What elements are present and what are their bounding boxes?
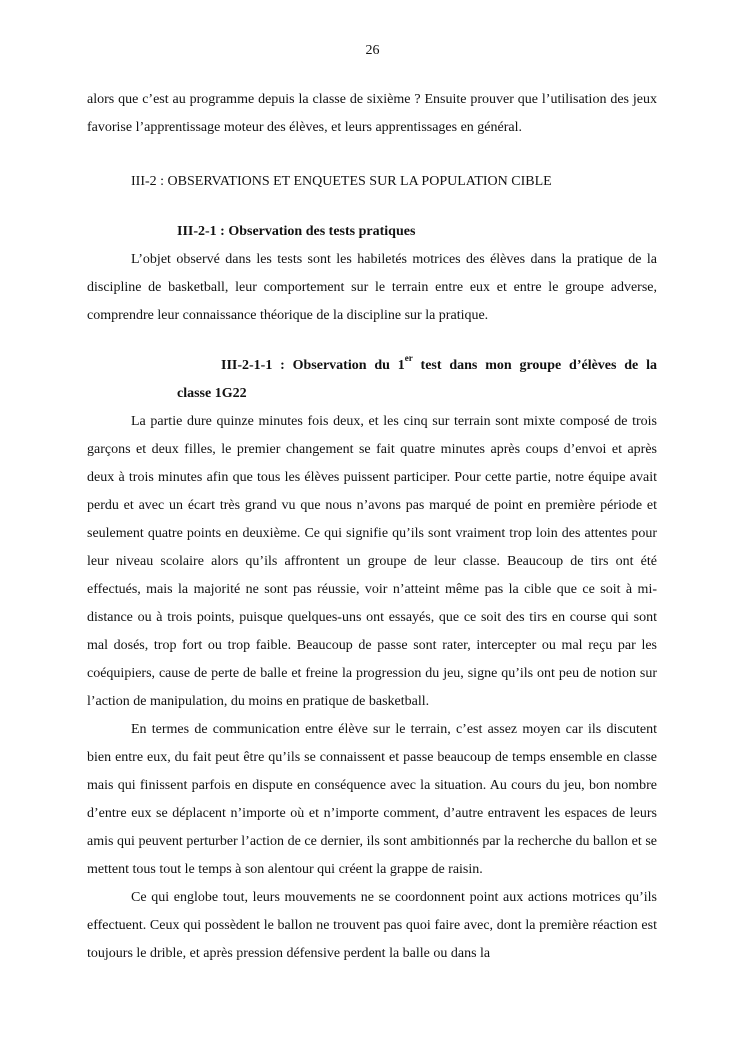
body-paragraph-2: En termes de communication entre élève sur le terrain, c’est assez moyen car ils discutent bien entre eux, du fait peut être qu’ils se connaissent et passe beaucoup de temps ensemble en classe mais qui finissent parfois en dispute en conséquence avec la situation. Au cours du jeu, bon nombre d’entre eux se déplacent n’importe où et n’importe comment, d’autre entravent les espaces de leurs amis qui peuvent perturber l’action de ce dernier, ils sont ambitionnés par la recherche du ballon et se mettent tous tout le temps à son alentour qui créent la grappe de raisin. [87, 722, 657, 877]
subsection-heading: III-2-1 : Observation des tests pratiques [177, 224, 416, 239]
subsubsection-heading-line1 [87, 352, 657, 380]
subsubsection-heading [87, 352, 657, 408]
document-body [87, 86, 657, 968]
body-paragraph-1: La partie dure quinze minutes fois deux, et les cinq sur terrain sont mixte composé de trois garçons et deux filles, le premier changement se fait quatre minutes après coups d’envoi et après deux à trois minutes afin que tous les élèves puissent participer. Pour cette partie, notre équipe avait perdu et avec un écart très grand vu que nous n’avons pas marqué de point en première période et seulement quatre points en deuxième. Ce qui signifie qu’ils sont vraiment trop loin des attentes pour leur niveau scolaire alors qu’ils affrontent un groupe de leur classe. Beaucoup de tirs ont été effectués, mais la majorité ne sont pas réussie, voir n’atteint même pas la cible que ce soit à mi-distance ou à trois points, puisque quelques-uns ont essayés, que ce soit des tirs en course qui sont mal dosés, trop fort ou trop faible. Beaucoup de passe sont rater, intercepter ou mal reçu par les coéquipiers, cause de perte de balle et freine la progression du jeu, signe qu’ils ont peu de notion sur l’action de manipulation, du moins en pratique de basketball. [87, 414, 657, 709]
section-heading: III-2 : OBSERVATIONS ET ENQUETES SUR LA POPULATION CIBLE [131, 174, 552, 189]
heading-prefix: III-2-1-1 : Observation du 1 [221, 358, 405, 373]
heading-suffix: test dans mon groupe d’élèves de la [412, 358, 657, 373]
page-number: 26 [365, 43, 380, 58]
body-paragraph-3: Ce qui englobe tout, leurs mouvements ne se coordonnent point aux actions motrices qu’ils effectuent. Ceux qui possèdent le ballon ne trouvent pas quoi faire avec, dont la première réaction est toujours le drible, et après pression défensive perdent la balle ou dans la [87, 890, 657, 961]
intro-paragraph: alors que c’est au programme depuis la classe de sixième ? Ensuite prouver que l’utilisation des jeux favorise l’apprentissage moteur des élèves, et leurs apprentissages en général. [87, 92, 657, 135]
heading-superscript: er [404, 353, 413, 364]
subsection-paragraph: L’objet observé dans les tests sont les habiletés motrices des élèves dans la pratique de la discipline de basketball, leur comportement sur le terrain entre eux et entre le groupe adverse, comprendre leur connaissance théorique de la discipline sur la pratique. [87, 252, 657, 323]
subsubsection-heading-line2: classe 1G22 [177, 386, 247, 401]
